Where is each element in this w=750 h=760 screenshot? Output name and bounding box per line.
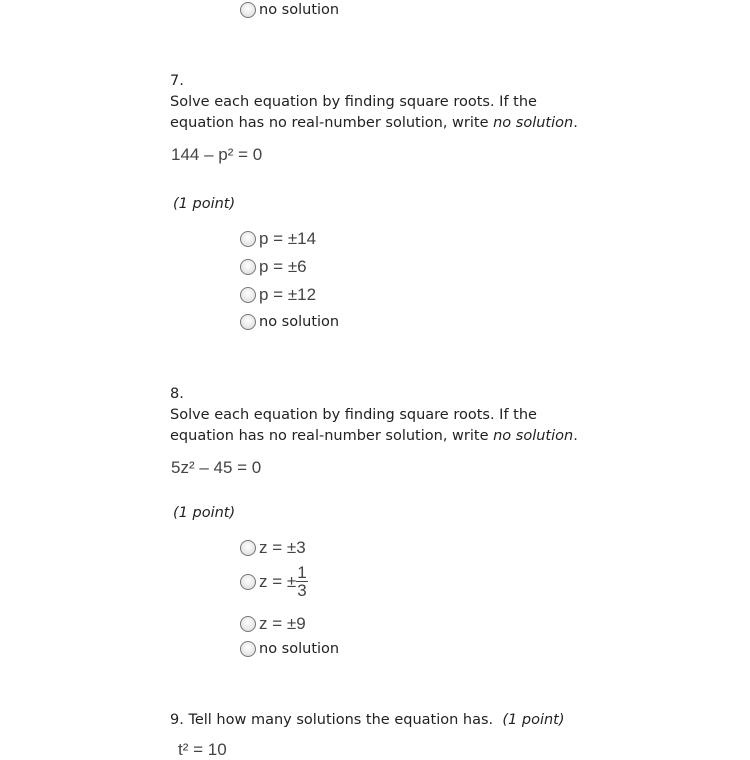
- option-c[interactable]: p = ±12: [240, 285, 316, 305]
- question-prompt: 9. Tell how many solutions the equation has. (1 point): [170, 712, 565, 728]
- radio-button[interactable]: [240, 2, 256, 18]
- option-d[interactable]: no solution: [240, 314, 339, 330]
- radio-button[interactable]: [240, 231, 256, 247]
- fraction: $\frac{1}{3}$: [297, 563, 307, 600]
- radio-button[interactable]: [240, 259, 256, 275]
- equation: t² = 10: [178, 740, 227, 759]
- points: (1 point): [173, 196, 236, 212]
- option-d[interactable]: no solution: [240, 641, 339, 657]
- question-number: 7.: [170, 73, 184, 89]
- radio-button[interactable]: [240, 287, 256, 303]
- equation: 5z² – 45 = 0: [171, 458, 262, 477]
- radio-button[interactable]: [240, 641, 256, 657]
- question-prompt: Solve each equation by finding square roots. If the equation has no real-number solution, write no solution.: [170, 94, 578, 131]
- radio-button[interactable]: [240, 540, 256, 556]
- points: (1 point): [173, 505, 236, 521]
- radio-button[interactable]: [240, 314, 256, 330]
- option-c[interactable]: z = ±9: [240, 614, 306, 634]
- option-a[interactable]: p = ±14: [240, 229, 316, 249]
- radio-button[interactable]: [240, 616, 256, 632]
- radio-button[interactable]: [240, 574, 256, 590]
- equation: 144 – p² = 0: [171, 145, 263, 164]
- option-b[interactable]: z = ± $\frac{1}{3}$: [240, 564, 308, 599]
- prev-option-no-solution[interactable]: no solution: [240, 2, 339, 18]
- question-number: 8.: [170, 386, 184, 402]
- question-prompt: Solve each equation by finding square roots. If the equation has no real-number solution, write no solution.: [170, 407, 578, 444]
- option-b[interactable]: p = ±6: [240, 257, 307, 277]
- option-a[interactable]: z = ±3: [240, 538, 306, 558]
